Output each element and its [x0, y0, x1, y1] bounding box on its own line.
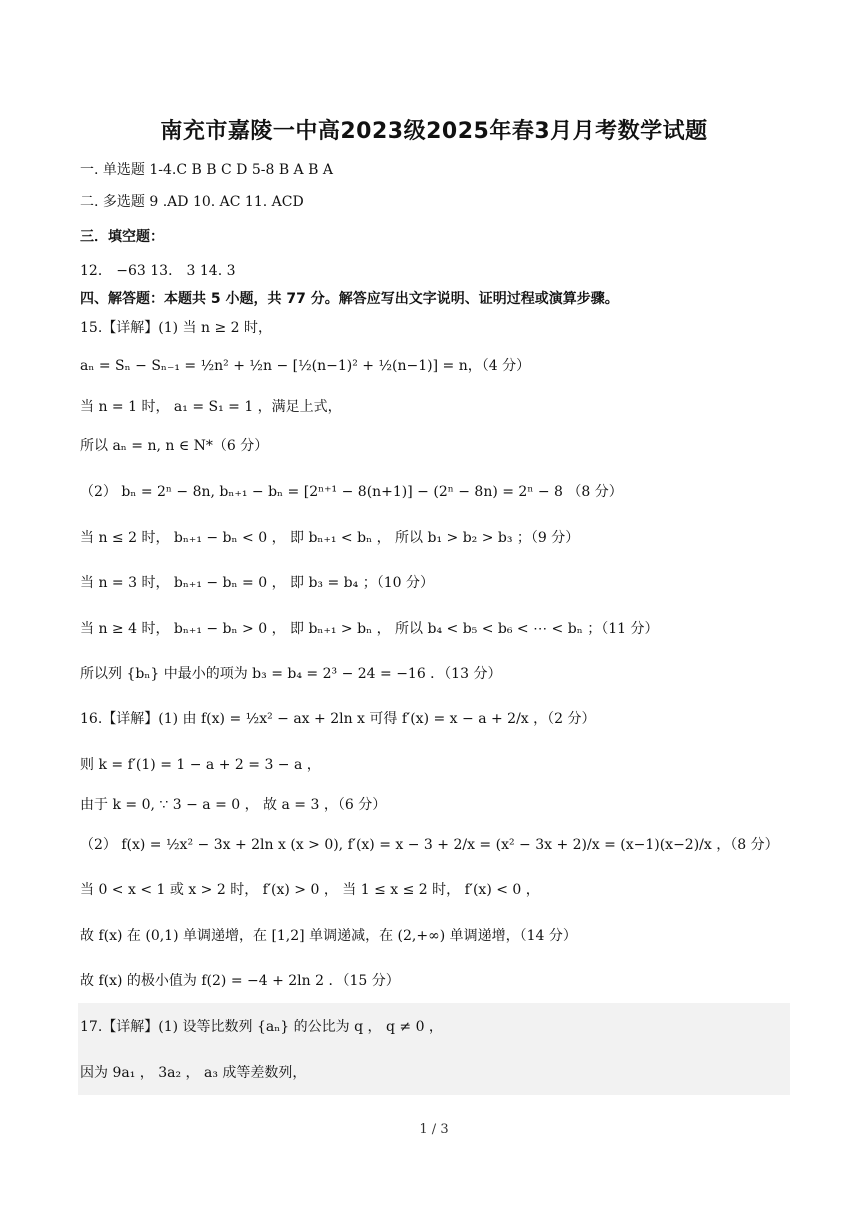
solution-15-n1-case: 当 n = 1 时， a₁ = S₁ = 1 ，满足上式， — [80, 399, 342, 415]
answer-line-multiple-choice: 二. 多选题 9 .AD 10. AC 11. ACD — [80, 194, 304, 210]
section-heading-fill-in: 三．填空题： — [80, 229, 164, 245]
answer-line-fill-in: 12． −63 13． 3 14. 3 — [80, 263, 236, 279]
solution-16-a-value: 由于 k = 0, ∵ 3 − a = 0 ， 故 a = 3 ，（6 分） — [80, 797, 387, 813]
solution-15-an-result: 所以 aₙ = n, n ∈ N*（6 分） — [80, 438, 269, 454]
solution-15-case-n-eq-3: 当 n = 3 时， bₙ₊₁ − bₙ = 0 ， 即 b₃ = b₄ ；（10 分） — [80, 575, 434, 591]
section-heading-solutions: 四、解答题：本题共 5 小题，共 77 分。解答应写出文字说明、证明过程或演算步骤。 — [80, 291, 619, 307]
solution-17-intro: 17.【详解】(1) 设等比数列 {aₙ} 的公比为 q ， q ≠ 0 ， — [80, 1019, 443, 1035]
solution-15-case-n-ge-4: 当 n ≥ 4 时， bₙ₊₁ − bₙ > 0 ， 即 bₙ₊₁ > bₙ ， 所以 b₄ < b₅ < b₆ < ⋯ < bₙ ；（11 分） — [80, 621, 659, 637]
solution-15-bn-difference: （2） bₙ = 2ⁿ − 8n, bₙ₊₁ − bₙ = [2ⁿ⁺¹ − 8(n+1)] − (2ⁿ − 8n) = 2ⁿ − 8 （8 分） — [80, 484, 623, 500]
solution-15-conclusion: 所以列 {bₙ} 中最小的项为 b₃ = b₄ = 2³ − 24 = −16 ．（13 分） — [80, 666, 502, 682]
solution-16-part2-derivative: （2） f(x) = ½x² − 3x + 2ln x (x > 0), f′(x) = x − 3 + 2/x = (x² − 3x + 2)/x = (x−1)(x−2)/x ，（8 分） — [80, 837, 779, 853]
solution-15-intro: 15.【详解】(1) 当 n ≥ 2 时， — [80, 320, 273, 336]
solution-16-derivative: 16.【详解】(1) 由 f(x) = ½x² − ax + 2ln x 可得 f′(x) = x − a + 2/x ，（2 分） — [80, 711, 596, 727]
page-number: 1 / 3 — [419, 1122, 449, 1137]
solution-15-case-n-le-2: 当 n ≤ 2 时， bₙ₊₁ − bₙ < 0 ， 即 bₙ₊₁ < bₙ ， 所以 b₁ > b₂ > b₃ ；（9 分） — [80, 530, 580, 546]
page-title: 南充市嘉陵一中高2023级2025年春3月月考数学试题 — [160, 119, 708, 144]
solution-16-monotonicity: 故 f(x) 在 (0,1) 单调递增，在 [1,2] 单调递减，在 (2,+∞) 单调递增，（14 分） — [80, 928, 577, 944]
answer-line-single-choice: 一. 单选题 1-4.C B B C D 5-8 B A B A — [80, 162, 333, 178]
solution-16-slope: 则 k = f′(1) = 1 − a + 2 = 3 − a ， — [80, 757, 321, 773]
solution-17-arithmetic: 因为 9a₁ ， 3a₂ ， a₃ 成等差数列， — [80, 1065, 307, 1081]
solution-16-sign-analysis: 当 0 < x < 1 或 x > 2 时， f′(x) > 0 ， 当 1 ≤ x ≤ 2 时， f′(x) < 0 ， — [80, 882, 540, 898]
solution-15-an-formula: aₙ = Sₙ − Sₙ₋₁ = ½n² + ½n − [½(n−1)² + ½(n−1)] = n，（4 分） — [80, 358, 531, 374]
solution-16-minimum: 故 f(x) 的极小值为 f(2) = −4 + 2ln 2 ．（15 分） — [80, 973, 400, 989]
